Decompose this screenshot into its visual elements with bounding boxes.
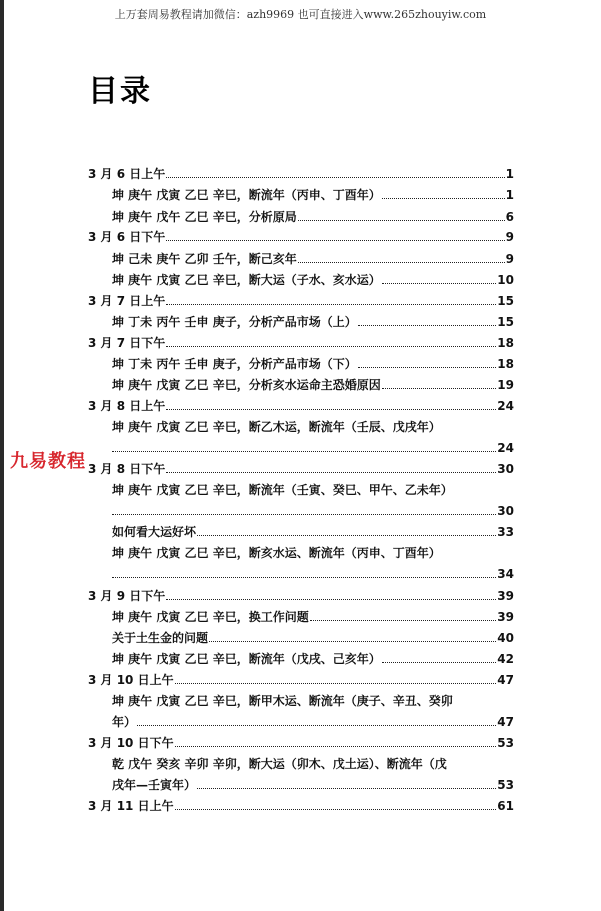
toc-leader-dots (382, 387, 497, 389)
page-title: 目录 (88, 74, 152, 109)
toc-entry-title: 坤 丁未 丙午 壬申 庚子，分析产品市场（下） (112, 357, 357, 371)
toc-entry-continuation[interactable] (112, 504, 514, 518)
toc-leader-dots (382, 282, 497, 284)
toc-entry-title[interactable]: 坤 庚午 戊寅 乙巳 辛巳，断乙木运，断流年（壬辰、戊戌年） (112, 420, 441, 434)
toc-entry-title: 坤 庚午 戊寅 乙巳 辛巳，断流年（丙申、丁酉年） (112, 188, 381, 202)
toc-entry-page: 61 (497, 799, 514, 813)
toc-entry-session[interactable] (88, 462, 514, 476)
toc-entry-title: 3 月 10 日上午 (88, 673, 174, 687)
toc-entry-title[interactable]: 坤 庚午 戊寅 乙巳 辛巳，断甲木运、断流年（庚子、辛丑、癸卯 (112, 694, 453, 708)
toc-leader-dots (197, 787, 496, 789)
toc-leader-dots (166, 176, 504, 178)
toc-leader-dots (358, 366, 497, 368)
toc-leader-dots (310, 619, 497, 621)
toc-entry-page: 18 (497, 336, 514, 350)
toc-entry-page: 33 (497, 525, 514, 539)
toc-entry-title[interactable]: 坤 庚午 戊寅 乙巳 辛巳，断亥水运、断流年（丙申、丁酉年） (112, 546, 441, 560)
toc-entry-page: 47 (497, 673, 514, 687)
toc-leader-dots (175, 745, 497, 747)
toc-entry-title: 年） (112, 715, 137, 729)
toc-entry-title: 3 月 9 日下午 (88, 589, 166, 603)
toc-entry-title: 戌年—壬寅年） (112, 778, 197, 792)
toc-entry-page: 39 (497, 610, 514, 624)
toc-leader-dots (175, 682, 497, 684)
toc-entry-page: 6 (505, 210, 514, 224)
toc-entry[interactable] (112, 252, 514, 266)
toc-entry-page: 34 (497, 567, 514, 581)
toc-entry-title: 坤 庚午 戊午 乙巳 辛巳，分析原局 (112, 210, 297, 224)
toc-entry-title: 如何看大运好坏 (112, 525, 197, 539)
toc-entry-title: 3 月 7 日上午 (88, 294, 166, 308)
toc-entry-continuation[interactable] (112, 715, 514, 729)
toc-entry-title: 关于土生金的问题 (112, 631, 209, 645)
toc-leader-dots (298, 261, 505, 263)
toc-entry-page: 15 (497, 294, 514, 308)
toc-leader-dots (166, 408, 496, 410)
toc-entry-session[interactable] (88, 167, 514, 181)
toc-entry-title: 3 月 8 日下午 (88, 462, 166, 476)
toc-leader-dots (137, 724, 496, 726)
toc-entry-page: 53 (497, 778, 514, 792)
toc-entry-page: 42 (497, 652, 514, 666)
toc-entry-title: 3 月 8 日上午 (88, 399, 166, 413)
toc-entry[interactable] (112, 273, 514, 287)
toc-entry-page: 1 (505, 167, 514, 181)
toc-entry-continuation[interactable] (112, 778, 514, 792)
toc-entry[interactable] (112, 378, 514, 392)
toc-leader-dots (166, 471, 496, 473)
toc-entry-session[interactable] (88, 799, 514, 813)
toc-entry[interactable] (112, 631, 514, 645)
toc-entry-page: 40 (497, 631, 514, 645)
toc-entry[interactable] (112, 610, 514, 624)
toc-entry-page: 15 (497, 315, 514, 329)
toc-entry-session[interactable] (88, 399, 514, 413)
toc-entry-session[interactable] (88, 673, 514, 687)
toc-entry-title: 3 月 6 日上午 (88, 167, 166, 181)
toc-entry-title[interactable]: 坤 庚午 戊寅 乙巳 辛巳，断流年（壬寅、癸巳、甲午、乙未年） (112, 483, 453, 497)
toc-entry-session[interactable] (88, 589, 514, 603)
toc-entry[interactable] (112, 525, 514, 539)
toc-entry-title: 坤 庚午 戊寅 乙巳 辛巳，断流年（戊戌、己亥年） (112, 652, 381, 666)
toc-leader-dots (112, 450, 496, 452)
toc-leader-dots (112, 513, 496, 515)
toc-entry-title[interactable]: 乾 戊午 癸亥 辛卯 辛卯，断大运（卯木、戊土运）、断流年（戊 (112, 757, 447, 771)
toc-entry-title: 坤 庚午 戊寅 乙巳 辛巳，断大运（子水、亥水运） (112, 273, 381, 287)
toc-entry-title: 坤 庚午 戊寅 乙巳 辛巳，分析亥水运命主恐婚原因 (112, 378, 381, 392)
toc-entry-page: 39 (497, 589, 514, 603)
toc-leader-dots (166, 345, 496, 347)
toc-entry-title: 3 月 11 日上午 (88, 799, 174, 813)
toc-entry-title: 3 月 6 日下午 (88, 230, 166, 244)
toc-leader-dots (112, 576, 496, 578)
toc-entry[interactable] (112, 652, 514, 666)
toc-leader-dots (298, 219, 505, 221)
toc-entry-page: 19 (497, 378, 514, 392)
toc-leader-dots (382, 661, 497, 663)
toc-leader-dots (382, 197, 505, 199)
toc-entry[interactable] (112, 315, 514, 329)
toc-entry-title: 坤 己未 庚午 乙卯 壬午，断己亥年 (112, 252, 297, 266)
toc-entry-page: 30 (497, 462, 514, 476)
toc-leader-dots (175, 808, 497, 810)
toc-leader-dots (358, 324, 497, 326)
toc-entry[interactable] (112, 357, 514, 371)
toc-leader-dots (166, 303, 496, 305)
toc-entry-page: 10 (497, 273, 514, 287)
toc-entry-continuation[interactable] (112, 567, 514, 581)
header-note: 上万套周易教程请加微信：azh9969 也可直接进入www.265zhouyiw.com (114, 8, 487, 21)
toc-entry-page: 18 (497, 357, 514, 371)
watermark-logo: 九易教程 (10, 451, 86, 472)
toc-entry-title: 坤 丁未 丙午 壬申 庚子，分析产品市场（上） (112, 315, 357, 329)
toc-entry-page: 24 (497, 441, 514, 455)
toc-entry-session[interactable] (88, 294, 514, 308)
toc-entry-continuation[interactable] (112, 441, 514, 455)
toc-entry[interactable] (112, 188, 514, 202)
toc-entry-page: 24 (497, 399, 514, 413)
toc-entry-page: 9 (505, 230, 514, 244)
toc-leader-dots (166, 239, 504, 241)
toc-entry-title: 3 月 10 日下午 (88, 736, 174, 750)
toc-leader-dots (166, 598, 496, 600)
toc-entry-page: 9 (505, 252, 514, 266)
toc-entry-session[interactable] (88, 336, 514, 350)
toc-entry-page: 30 (497, 504, 514, 518)
toc-entry-page: 47 (497, 715, 514, 729)
toc-entry-page: 53 (497, 736, 514, 750)
toc-entry-page: 1 (505, 188, 514, 202)
toc-entry-title: 3 月 7 日下午 (88, 336, 166, 350)
toc-leader-dots (209, 640, 496, 642)
toc-entry-session[interactable] (88, 736, 514, 750)
toc-entry[interactable] (112, 210, 514, 224)
toc-leader-dots (197, 534, 496, 536)
toc-entry-title: 坤 庚午 戊寅 乙巳 辛巳，换工作问题 (112, 610, 309, 624)
toc-entry-session[interactable] (88, 230, 514, 244)
